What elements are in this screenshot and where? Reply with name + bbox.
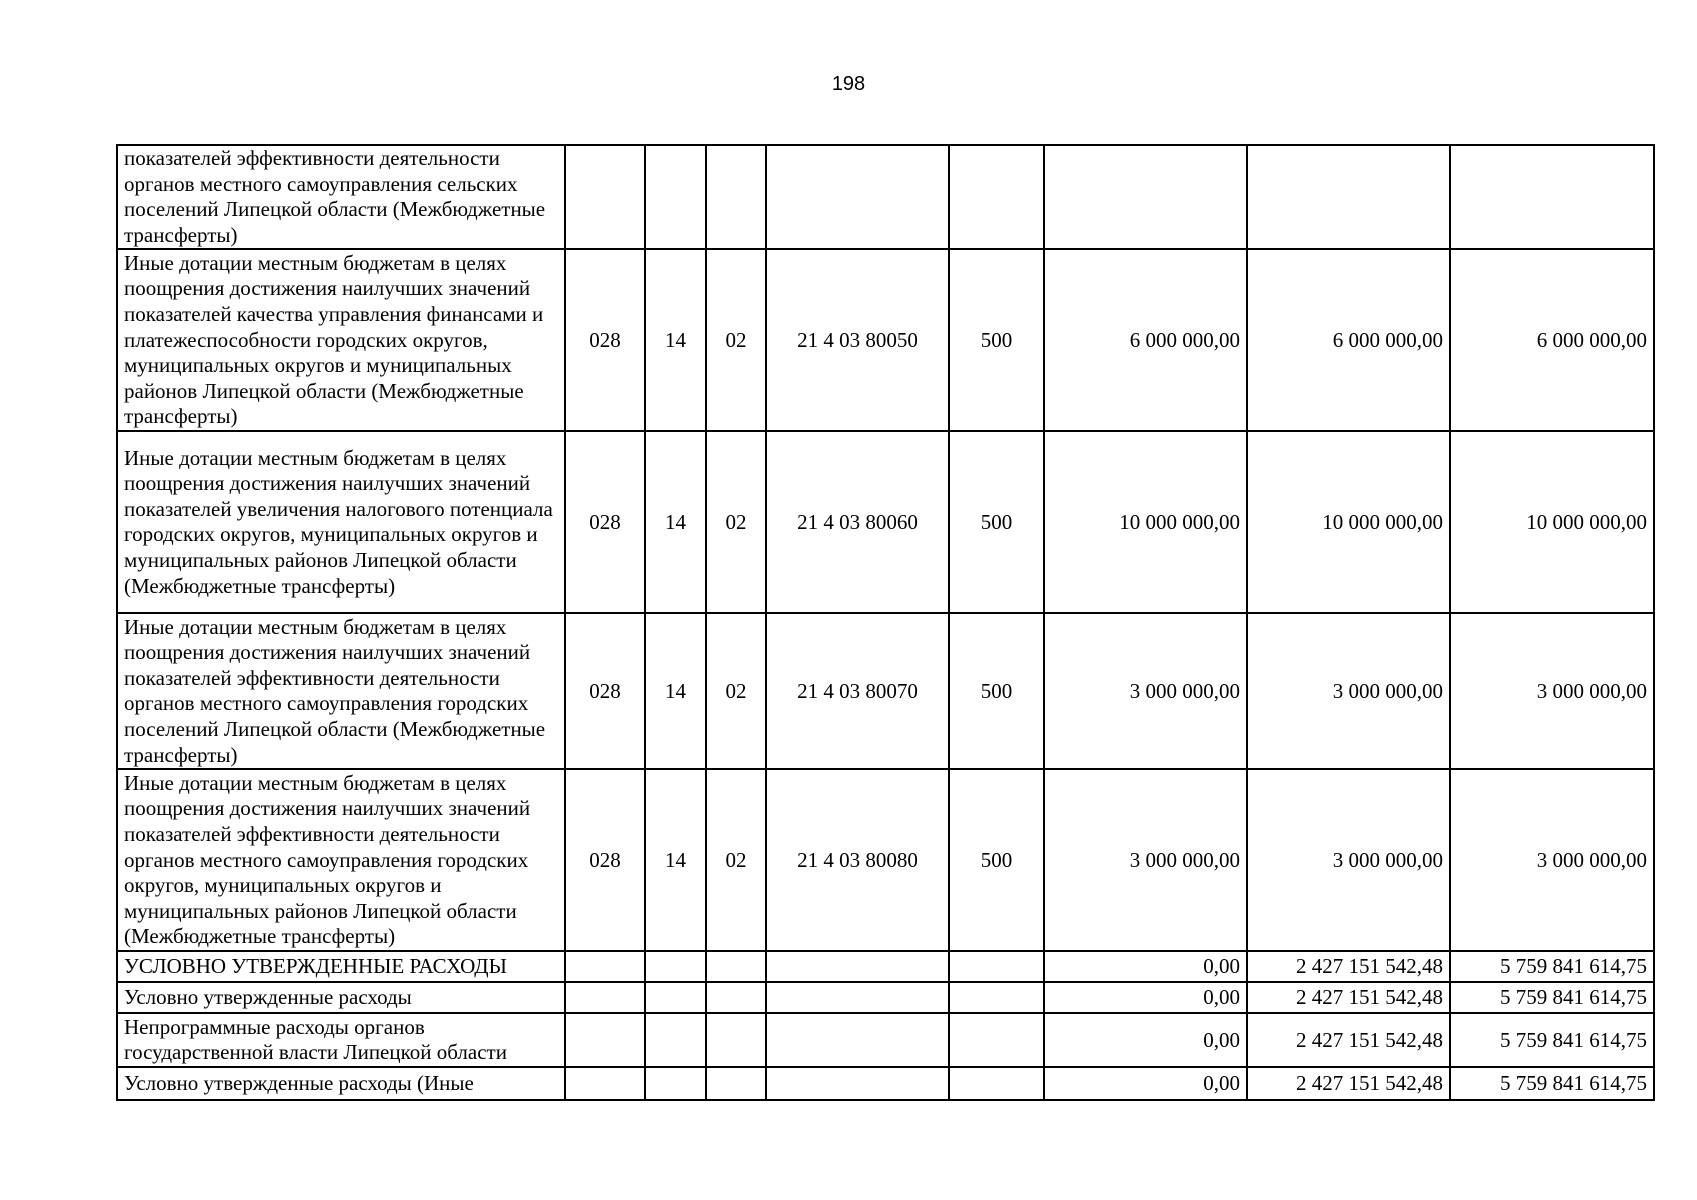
vr-code: 500 xyxy=(949,769,1044,951)
sum-year-2: 3 000 000,00 xyxy=(1247,769,1450,951)
vr-code xyxy=(949,1013,1044,1067)
csr-code: 21 4 03 80060 xyxy=(766,431,949,613)
csr-code: 21 4 03 80050 xyxy=(766,249,949,431)
pr-code xyxy=(706,951,766,982)
sum-year-2: 2 427 151 542,48 xyxy=(1247,1013,1450,1067)
pr-code xyxy=(706,1013,766,1067)
sum-year-1: 0,00 xyxy=(1044,1067,1247,1100)
vr-code: 500 xyxy=(949,613,1044,769)
gr-code: 028 xyxy=(565,431,645,613)
table-row xyxy=(117,431,1654,613)
rz-code xyxy=(645,1067,706,1100)
rz-code: 14 xyxy=(645,769,706,951)
sum-year-3: 5 759 841 614,75 xyxy=(1450,1013,1654,1067)
row-description: показателей эффективности деятельности органов местного самоуправления сельских поселений Липецкой области (Межбюджетные трансферты) xyxy=(117,145,565,249)
vr-code xyxy=(949,951,1044,982)
csr-code xyxy=(766,982,949,1013)
rz-code xyxy=(645,982,706,1013)
csr-code xyxy=(766,951,949,982)
sum-year-1 xyxy=(1044,145,1247,249)
sum-year-3: 5 759 841 614,75 xyxy=(1450,982,1654,1013)
row-description: Непрограммные расходы органов государственной власти Липецкой области xyxy=(117,1013,565,1067)
sum-year-2: 2 427 151 542,48 xyxy=(1247,951,1450,982)
pr-code xyxy=(706,145,766,249)
rz-code: 14 xyxy=(645,613,706,769)
row-description: Условно утвержденные расходы xyxy=(117,982,565,1013)
vr-code xyxy=(949,982,1044,1013)
row-description: Иные дотации местным бюджетам в целях поощрения достижения наилучших значений показателей эффективности деятельности органов местного самоуправления городских округов, муниципальных округов и муниципальных районов Липецкой области (Межбюджетные трансферты) xyxy=(117,769,565,951)
table-row xyxy=(117,1013,1654,1067)
pr-code: 02 xyxy=(706,431,766,613)
rz-code xyxy=(645,1013,706,1067)
table-row xyxy=(117,982,1654,1013)
rz-code: 14 xyxy=(645,431,706,613)
gr-code: 028 xyxy=(565,613,645,769)
sum-year-2: 2 427 151 542,48 xyxy=(1247,1067,1450,1100)
sum-year-1: 6 000 000,00 xyxy=(1044,249,1247,431)
budget-table xyxy=(116,144,1655,1101)
sum-year-1: 3 000 000,00 xyxy=(1044,613,1247,769)
row-description: Иные дотации местным бюджетам в целях поощрения достижения наилучших значений показателей качества управления финансами и платежеспособности городских округов, муниципальных округов и муниципальных районов Липецкой области (Межбюджетные трансферты) xyxy=(117,249,565,431)
pr-code: 02 xyxy=(706,613,766,769)
sum-year-2 xyxy=(1247,145,1450,249)
sum-year-2: 3 000 000,00 xyxy=(1247,613,1450,769)
row-description: Условно утвержденные расходы (Иные xyxy=(117,1067,565,1100)
table-row xyxy=(117,951,1654,982)
sum-year-1: 0,00 xyxy=(1044,982,1247,1013)
table-row xyxy=(117,249,1654,431)
rz-code xyxy=(645,951,706,982)
page-number: 198 xyxy=(831,73,866,95)
csr-code xyxy=(766,1067,949,1100)
sum-year-1: 10 000 000,00 xyxy=(1044,431,1247,613)
sum-year-3: 5 759 841 614,75 xyxy=(1450,1067,1654,1100)
row-description: УСЛОВНО УТВЕРЖДЕННЫЕ РАСХОДЫ xyxy=(117,951,565,982)
vr-code xyxy=(949,1067,1044,1100)
pr-code: 02 xyxy=(706,249,766,431)
sum-year-3: 5 759 841 614,75 xyxy=(1450,951,1654,982)
rz-code xyxy=(645,145,706,249)
vr-code: 500 xyxy=(949,431,1044,613)
csr-code xyxy=(766,1013,949,1067)
vr-code: 500 xyxy=(949,249,1044,431)
rz-code: 14 xyxy=(645,249,706,431)
sum-year-1: 0,00 xyxy=(1044,1013,1247,1067)
sum-year-2: 2 427 151 542,48 xyxy=(1247,982,1450,1013)
sum-year-3: 10 000 000,00 xyxy=(1450,431,1654,613)
gr-code xyxy=(565,951,645,982)
gr-code xyxy=(565,982,645,1013)
vr-code xyxy=(949,145,1044,249)
csr-code: 21 4 03 80080 xyxy=(766,769,949,951)
gr-code xyxy=(565,145,645,249)
gr-code: 028 xyxy=(565,769,645,951)
sum-year-2: 6 000 000,00 xyxy=(1247,249,1450,431)
pr-code xyxy=(706,1067,766,1100)
table-row xyxy=(117,769,1654,951)
row-description: Иные дотации местным бюджетам в целях поощрения достижения наилучших значений показателей увеличения налогового потенциала городских округов, муниципальных округов и муниципальных районов Липецкой области (Межбюджетные трансферты) xyxy=(117,431,565,613)
sum-year-2: 10 000 000,00 xyxy=(1247,431,1450,613)
sum-year-3: 3 000 000,00 xyxy=(1450,613,1654,769)
csr-code: 21 4 03 80070 xyxy=(766,613,949,769)
table-row xyxy=(117,613,1654,769)
row-description: Иные дотации местным бюджетам в целях поощрения достижения наилучших значений показателей эффективности деятельности органов местного самоуправления городских поселений Липецкой области (Межбюджетные трансферты) xyxy=(117,613,565,769)
table-row xyxy=(117,1067,1654,1100)
gr-code: 028 xyxy=(565,249,645,431)
gr-code xyxy=(565,1013,645,1067)
pr-code: 02 xyxy=(706,769,766,951)
sum-year-1: 3 000 000,00 xyxy=(1044,769,1247,951)
sum-year-1: 0,00 xyxy=(1044,951,1247,982)
table-row xyxy=(117,145,1654,249)
sum-year-3: 6 000 000,00 xyxy=(1450,249,1654,431)
pr-code xyxy=(706,982,766,1013)
sum-year-3: 3 000 000,00 xyxy=(1450,769,1654,951)
gr-code xyxy=(565,1067,645,1100)
sum-year-3 xyxy=(1450,145,1654,249)
csr-code xyxy=(766,145,949,249)
